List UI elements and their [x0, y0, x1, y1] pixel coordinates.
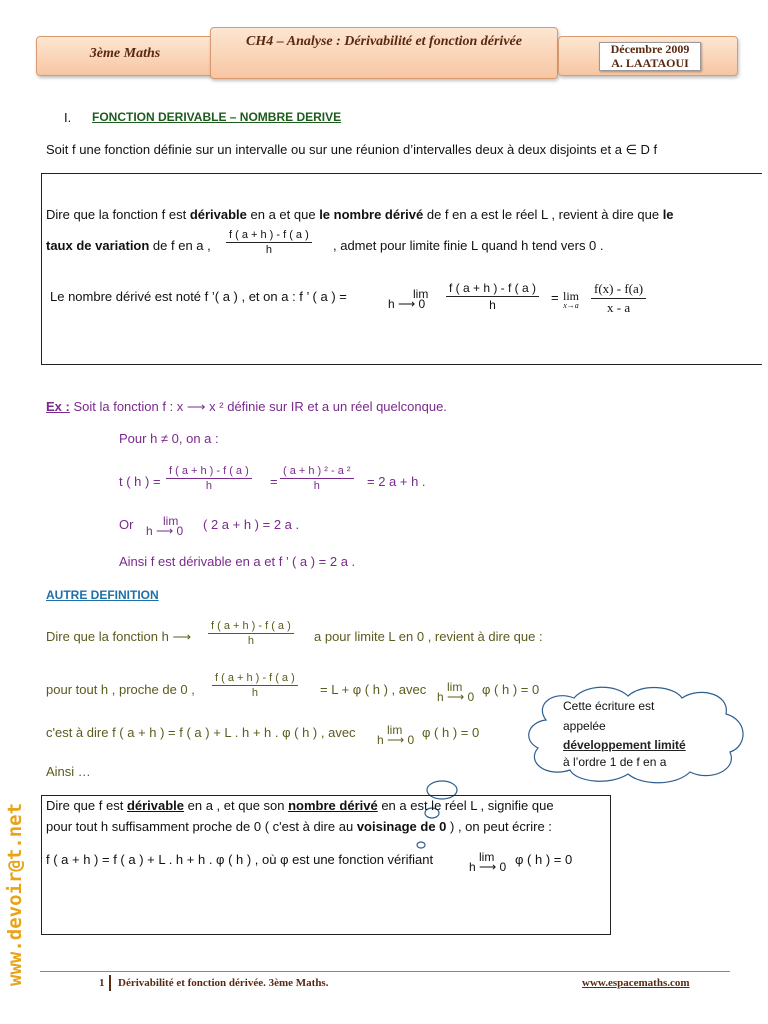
example-line4-end: ( 2 a + h ) = 2 a .	[203, 517, 300, 532]
box2-line1: Dire que f est dérivable en a , et que son nombre dérivé en a est le réel L , signifie que	[46, 798, 554, 813]
autre-heading: AUTRE DEFINITION	[46, 588, 159, 602]
example-line3-end: = 2 a + h .	[367, 474, 426, 489]
def-line1: Dire que la fonction f est dérivable en a et que le nombre dérivé de f en a est le réel L , revient à dire que le	[46, 207, 674, 222]
autre-line4: Ainsi …	[46, 764, 91, 779]
autre-limit-1: lim h ⟶ 0	[437, 680, 475, 704]
example-fraction-2: $\frac{\text{( a + h ) ² - a ²}}{h}$	[280, 465, 354, 492]
header-right-banner	[558, 36, 738, 76]
limit-x-to-a: lim x→a	[563, 289, 580, 310]
equals-sign: =	[551, 290, 559, 305]
header-author: A. LAATAOUI	[611, 56, 689, 70]
rate-fraction: $\frac{f ( a + h ) - f ( a )}{h}$	[226, 229, 312, 256]
section-heading: FONCTION DERIVABLE – NOMBRE DERIVE	[92, 110, 342, 124]
autre-fraction-1: $\frac{f ( a + h ) - f ( a )}{h}$	[208, 620, 294, 647]
header-date: Décembre 2009	[610, 42, 690, 56]
watermark: www.devoir@t.net	[4, 802, 26, 986]
box2-line2: pour tout h suffisamment proche de 0 ( c'est à dire au voisinage de 0 ) , on peut écrire :	[46, 819, 552, 834]
derivative-fraction: $\frac{f ( a + h ) - f ( a )}{h}$	[446, 281, 539, 312]
derivative-fraction-x: $\frac{f(x) - f(a)}{x - a}$	[591, 281, 646, 316]
autre-limit-2: lim h ⟶ 0	[377, 723, 415, 747]
header-left-banner	[36, 36, 214, 76]
footer-title: Dérivabilité et fonction dérivée. 3ème Maths.	[118, 977, 329, 989]
autre-line3-start: c'est à dire f ( a + h ) = f ( a ) + L . h + h . φ ( h ) , avec	[46, 725, 356, 740]
footer-rule	[40, 971, 730, 972]
box2-line3: f ( a + h ) = f ( a ) + L . h + h . φ ( h ) , où φ est une fonction vérifiant	[46, 852, 434, 867]
limit-h-to-0: lim h ⟶ 0	[388, 287, 429, 311]
example-eq1: =	[270, 474, 278, 489]
definition-box	[41, 173, 762, 365]
autre-fraction-2: $\frac{f ( a + h ) - f ( a )}{h}$	[212, 672, 298, 699]
section-numeral: I.	[64, 110, 72, 125]
example-line2: Pour h ≠ 0, on a :	[119, 431, 219, 446]
cloud-line3: développement limité	[563, 738, 686, 752]
autre-line1-end: a pour limite L en 0 , revient à dire que :	[314, 629, 543, 644]
def-line3: Le nombre dérivé est noté f ’( a ) , et on a : f ’ ( a ) =	[50, 289, 347, 304]
date-plate	[599, 42, 701, 71]
def-line2-start: taux de variation de f en a ,	[46, 238, 211, 253]
example-limit: lim h ⟶ 0	[146, 514, 184, 538]
example-line5: Ainsi f est dérivable en a et f ’ ( a ) = 2 a .	[119, 554, 356, 569]
example-line1: Ex : Soit la fonction f : x ⟶ x ² définie sur IR et a un réel quelconque.	[46, 399, 447, 414]
autre-line2-end: φ ( h ) = 0	[482, 682, 540, 697]
def-line2-end: , admet pour limite finie L quand h tend vers 0 .	[333, 238, 604, 253]
header-title-banner	[210, 27, 558, 79]
box2-line3-end: φ ( h ) = 0	[515, 852, 573, 867]
chapter-title: CH4 – Analyse : Dérivabilité et fonction dérivée	[246, 34, 522, 49]
cloud-line4: à l’ordre 1 de f en a	[563, 755, 667, 769]
autre-line2-start: pour tout h , proche de 0 ,	[46, 682, 195, 697]
page-number: 1	[99, 977, 105, 989]
cloud-line2: appelée	[563, 719, 606, 733]
autre-line3-end: φ ( h ) = 0	[422, 725, 480, 740]
example-line4-start: Or	[119, 517, 134, 532]
example-fraction-1: $\frac{f ( a + h ) - f ( a )}{h}$	[166, 465, 252, 492]
autre-line1-start: Dire que la fonction h ⟶	[46, 629, 192, 644]
section-intro: Soit f une fonction définie sur un intervalle ou sur une réunion d’intervalles deux à deux disjoints et a ∈ D f	[46, 142, 658, 157]
autre-line2-mid: = L + φ ( h ) , avec	[320, 682, 427, 697]
cloud-line1: Cette écriture est	[563, 699, 655, 713]
box2-limit: lim h ⟶ 0	[469, 850, 507, 874]
footer-url: www.espacemaths.com	[582, 977, 690, 989]
example-line3-start: t ( h ) =	[119, 474, 161, 489]
class-label: 3ème Maths	[89, 46, 161, 61]
footer-divider	[109, 975, 111, 991]
